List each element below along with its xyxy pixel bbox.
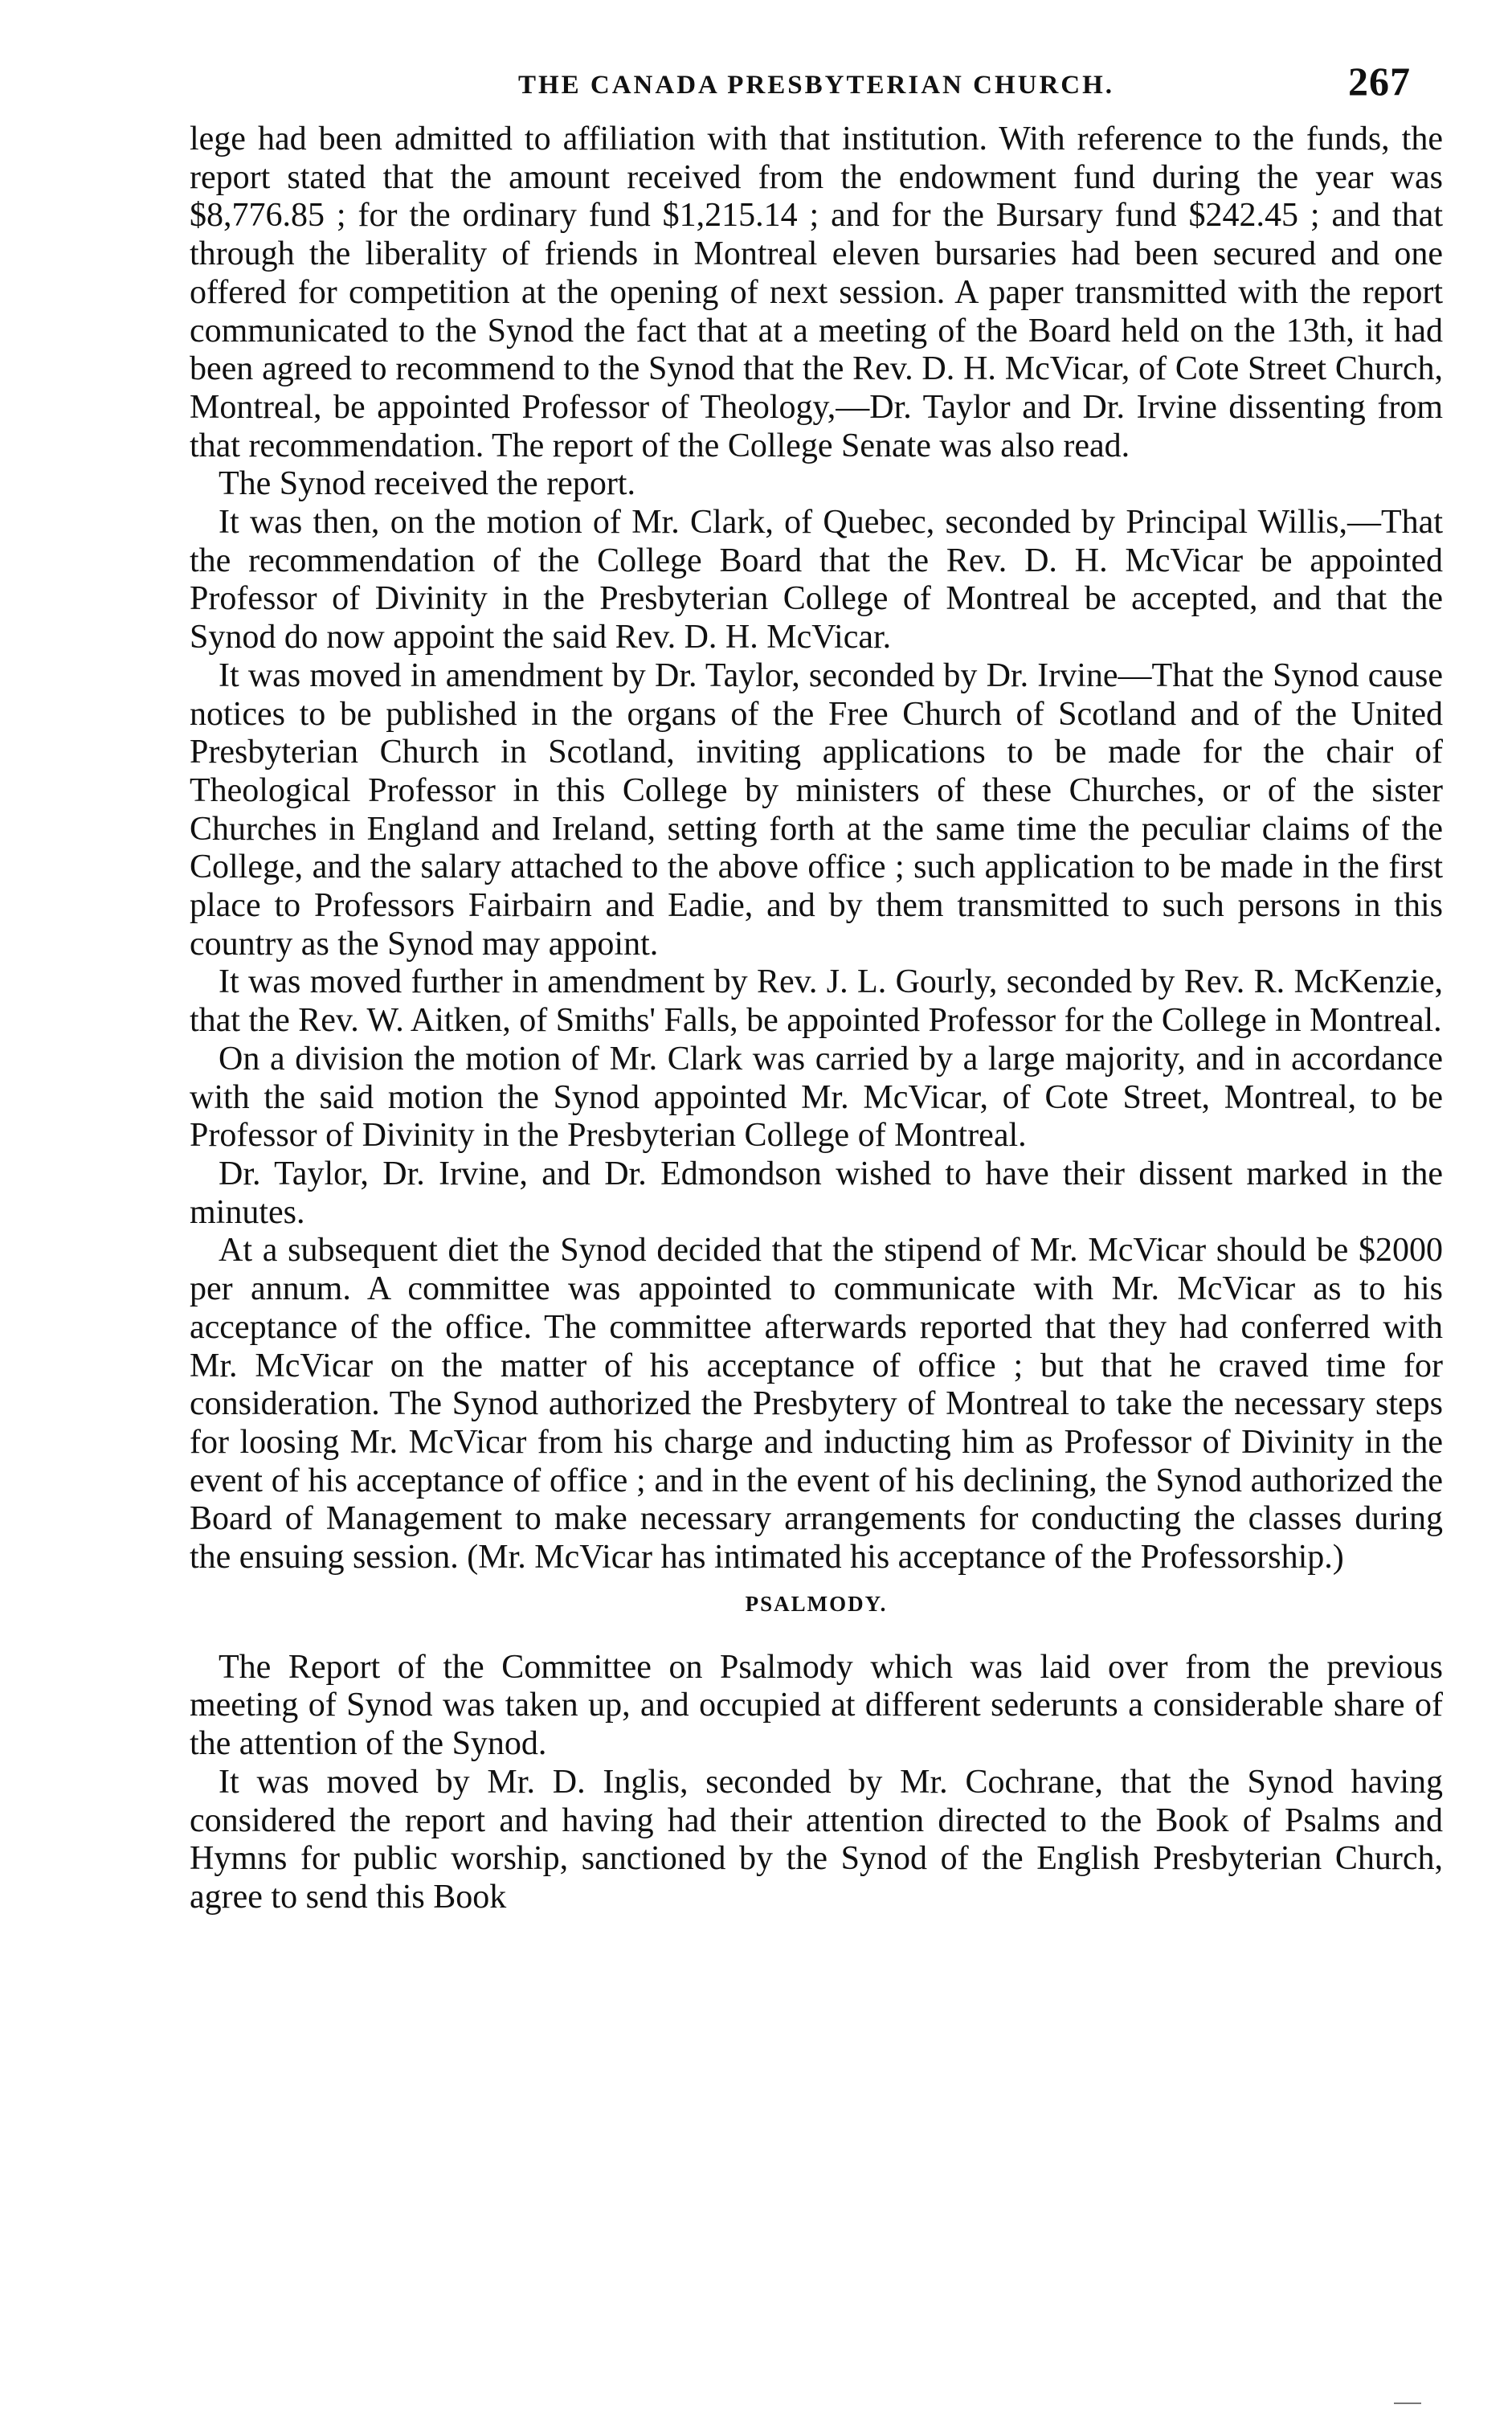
- footer-rule: [1394, 2403, 1421, 2404]
- paragraph: It was moved in amendment by Dr. Taylor, seconded by Dr. Irvine—That the Synod cause notices to be published in the organs of the Free Church of Scotland and of the United Presbyterian Church in Scotland, inviting applications to be made for the chair of Theological Professor in this College by ministers of these Churches, or of the sister Churches in England and Ireland, setting forth at the same time the peculiar claims of the College, and the salary attached to the above office ; such application to be made in the first place to Professors Fairbairn and Eadie, and by them transmitted to such persons in this country as the Synod may appoint.: [190, 656, 1443, 963]
- running-head: [190, 56, 1443, 121]
- body-text: [190, 121, 1443, 1917]
- paragraph: At a subsequent diet the Synod decided that the stipend of Mr. McVicar should be $2000 per annum. A committee was appointed to communicate with Mr. McVicar as to his acceptance of the office. The committee afterwards reported that they had conferred with Mr. McVicar on the matter of his acceptance of office ; but that he craved time for consideration. The Synod authorized the Presbytery of Montreal to take the necessary steps for loosing Mr. McVicar from his charge and inducting him as Professor of Divinity in the event of his acceptance of office ; and in the event of his declining, the Synod authorized the Board of Management to make necessary arrangements for conducting the classes during the ensuing session. (Mr. McVicar has intimated his acceptance of the Professorship.): [190, 1232, 1443, 1576]
- page: [190, 56, 1443, 1917]
- paragraph: lege had been admitted to affiliation with that institution. With reference to the funds, the report stated that the amount received from the endowment fund during the year was $8,776.85 ; for the ordinary fund $1,215.14 ; and for the Bursary fund $242.45 ; and that through the liberality of friends in Montreal eleven bursaries had been secured and one offered for competition at the opening of next session. A paper transmitted with the report communicated to the Synod the fact that at a meeting of the Board held on the 13th, it had been agreed to recommend to the Synod that the Rev. D. H. McVicar, of Cote Street Church, Montreal, be appointed Professor of Theology,—Dr. Taylor and Dr. Irvine dissenting from that recommendation. The report of the College Senate was also read.: [190, 121, 1443, 464]
- section-heading: PSALMODY.: [745, 1591, 888, 1616]
- paragraph: It was moved further in amendment by Rev. J. L. Gourly, seconded by Rev. R. McKenzie, that the Rev. W. Aitken, of Smiths' Falls, be appointed Professor for the College in Montreal.: [190, 963, 1443, 1040]
- paragraph: It was then, on the motion of Mr. Clark, of Quebec, seconded by Principal Willis,—That the recommendation of the College Board that the Rev. D. H. McVicar be appointed Professor of Divinity in the Presbyterian College of Montreal be accepted, and that the Synod do now appoint the said Rev. D. H. McVicar.: [190, 504, 1443, 656]
- paragraph: The Synod received the report.: [219, 465, 635, 503]
- paragraph: On a division the motion of Mr. Clark was carried by a large majority, and in accordance with the said motion the Synod appointed Mr. McVicar, of Cote Street, Montreal, to be Professor of Divinity in the Presbyterian College of Montreal.: [190, 1040, 1443, 1155]
- page-number: 267: [1348, 59, 1411, 104]
- running-title: THE CANADA PRESBYTERIAN CHURCH.: [517, 71, 1115, 100]
- paragraph: Dr. Taylor, Dr. Irvine, and Dr. Edmondson wished to have their dissent marked in the minutes.: [190, 1155, 1443, 1231]
- paragraph: The Report of the Committee on Psalmody which was laid over from the previous meeting of Synod was taken up, and occupied at different sederunts a considerable share of the attention of the Synod.: [190, 1648, 1443, 1763]
- paragraph: It was moved by Mr. D. Inglis, seconded by Mr. Cochrane, that the Synod having considered the report and having had their attention directed to the Book of Psalms and Hymns for public worship, sanctioned by the Synod of the English Presbyterian Church, agree to send this Book: [190, 1763, 1443, 1916]
